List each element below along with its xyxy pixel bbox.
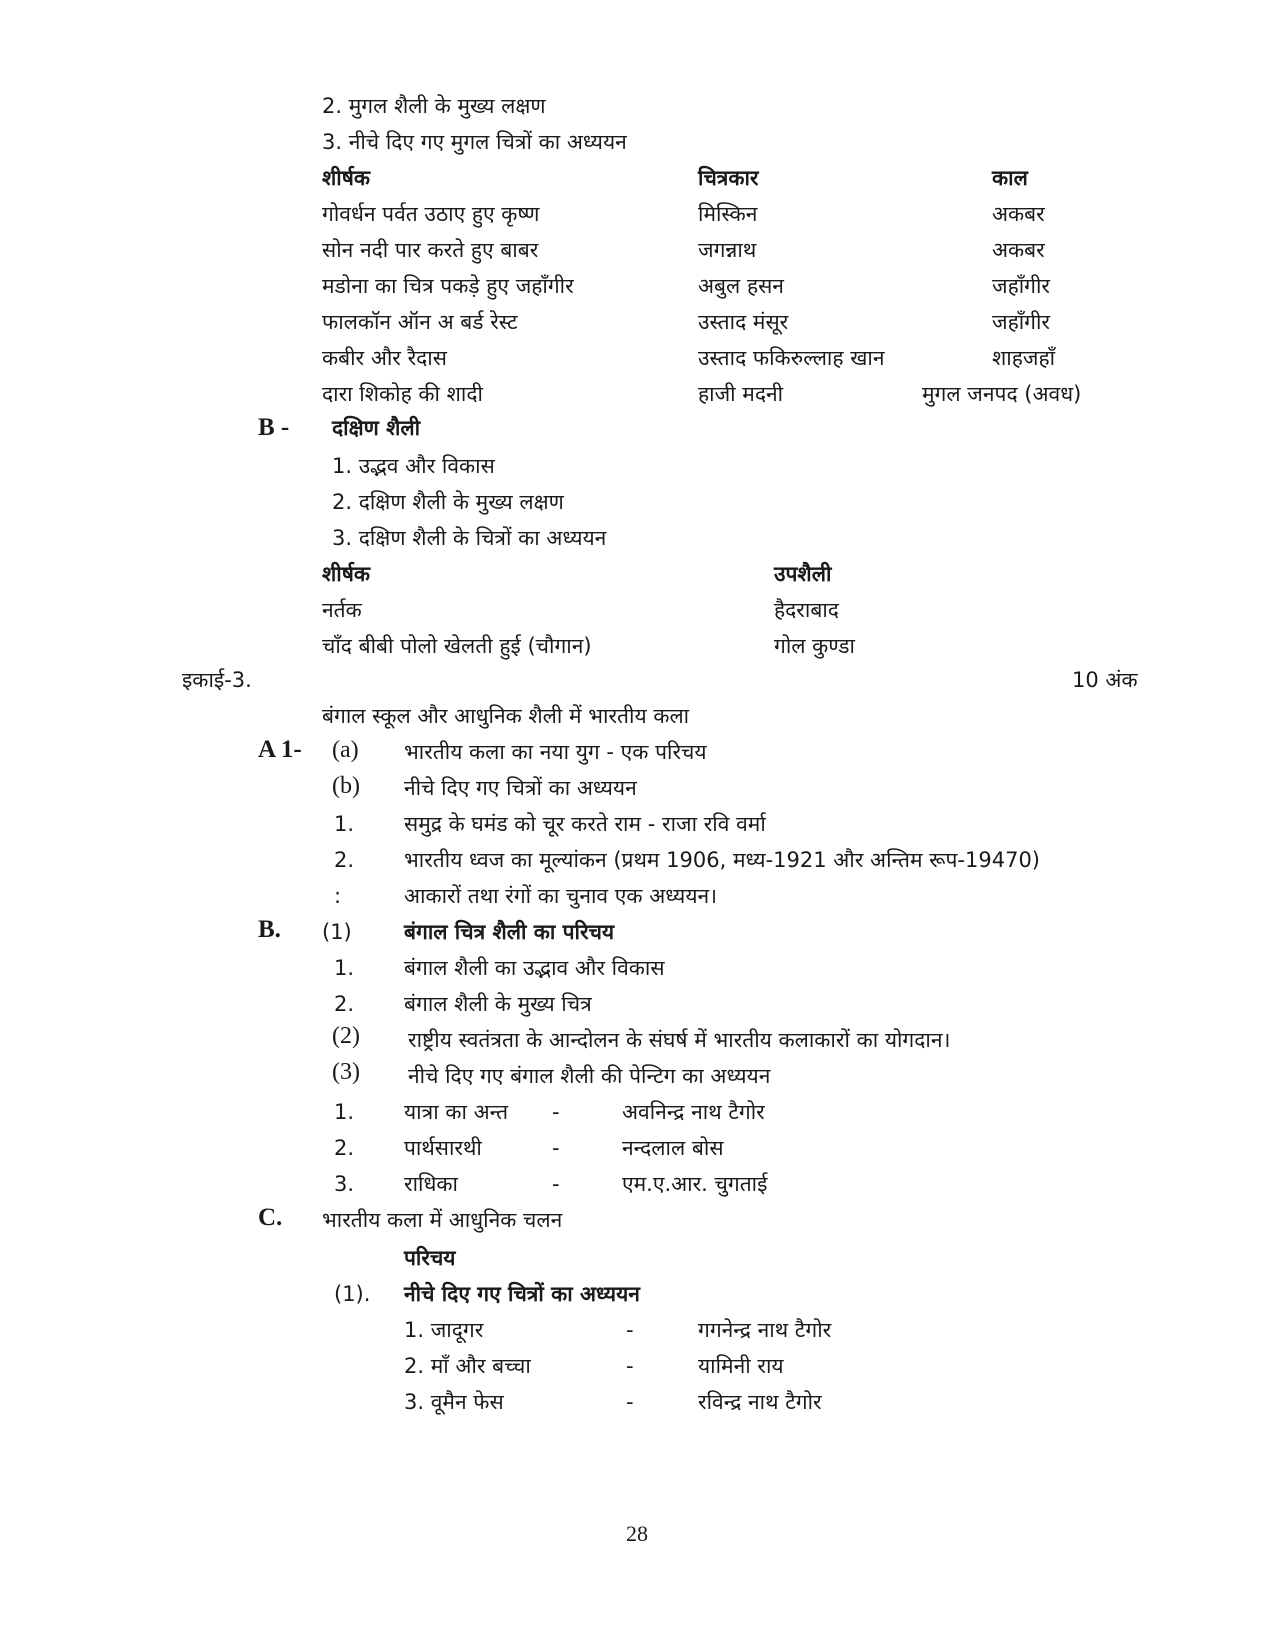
deccan-item: 3. दक्षिण शैली के चित्रों का अध्ययन xyxy=(332,526,607,550)
painting-num: 2. xyxy=(334,1136,355,1160)
mughal-row-artist: उस्ताद फकिरुल्लाह खान xyxy=(698,346,885,370)
painting-title: पार्थसारथी xyxy=(404,1136,482,1160)
page-number: 28 xyxy=(626,1521,648,1546)
mughal-row-artist: मिस्किन xyxy=(698,202,758,226)
b-p1-list-num: 1. xyxy=(334,956,355,980)
c-p1-text: नीचे दिए गए चित्रों का अध्ययन xyxy=(404,1282,640,1306)
deccan-heading: दक्षिण शैली xyxy=(332,416,421,440)
painting-title: 3. वूमैन फेस xyxy=(404,1390,504,1414)
mughal-header-artist: चित्रकार xyxy=(698,166,759,190)
b-p3-text: नीचे दिए गए बंगाल शैली की पेन्टिग का अध्ययन xyxy=(408,1064,771,1088)
painting-dash: - xyxy=(552,1100,560,1124)
b-p2-label: (2) xyxy=(332,1023,360,1049)
deccan-row-substyle: हैदराबाद xyxy=(774,598,839,622)
deccan-row-title: चाँद बीबी पोलो खेलती हुई (चौगान) xyxy=(322,634,592,658)
painting-title: यात्रा का अन्त xyxy=(404,1100,509,1124)
painting-dash: - xyxy=(626,1318,634,1342)
deccan-item: 2. दक्षिण शैली के मुख्य लक्षण xyxy=(332,490,564,514)
a1-b-text: नीचे दिए गए चित्रों का अध्ययन xyxy=(404,776,637,800)
a1-list-num: 2. xyxy=(334,848,355,872)
mughal-row-period: अकबर xyxy=(992,202,1045,226)
section-b-bengal-marker: B. xyxy=(258,916,281,943)
b-p1-list-num: 2. xyxy=(334,992,355,1016)
b-p3-label: (3) xyxy=(332,1059,360,1085)
deccan-row-substyle: गोल कुण्डा xyxy=(774,634,855,658)
mughal-row-period: अकबर xyxy=(992,238,1045,262)
unit-3-intro: बंगाल स्कूल और आधुनिक शैली में भारतीय कला xyxy=(322,704,690,728)
a1-list-num: 1. xyxy=(334,812,355,836)
b-p1-list-text: बंगाल शैली का उद्भाव और विकास xyxy=(404,956,665,980)
mughal-row-artist: अबुल हसन xyxy=(698,274,784,298)
section-c-marker: C. xyxy=(258,1204,283,1231)
b-p2-text: राष्ट्रीय स्वतंत्रता के आन्दोलन के संघर्ष में भारतीय कलाकारों का योगदान। xyxy=(408,1028,951,1052)
mughal-row-period: जहाँगीर xyxy=(992,274,1051,298)
painting-dash: - xyxy=(552,1172,560,1196)
a1-list-num: : xyxy=(334,884,342,908)
section-b-marker: B - xyxy=(258,414,290,441)
painting-artist: यामिनी राय xyxy=(698,1354,784,1378)
painting-dash: - xyxy=(626,1390,634,1414)
deccan-header-title: शीर्षक xyxy=(322,562,370,586)
b-p1-label: (1) xyxy=(322,920,352,944)
a1-list-text: आकारों तथा रंगों का चुनाव एक अध्ययन। xyxy=(404,884,718,908)
painting-title: राधिका xyxy=(404,1172,458,1196)
painting-title: 2. माँ और बच्चा xyxy=(404,1354,531,1378)
unit-3-marks: 10 अंक xyxy=(1072,668,1138,692)
unit-3-label: इकाई-3. xyxy=(182,668,252,692)
mughal-row-period: शाहजहाँ xyxy=(992,346,1056,370)
a1-b-label: (b) xyxy=(332,773,360,799)
mughal-item-2: 2. मुगल शैली के मुख्य लक्षण xyxy=(322,94,546,118)
c-p1-label: (1). xyxy=(334,1282,371,1306)
painting-artist: रविन्द्र नाथ टैगोर xyxy=(698,1390,822,1414)
mughal-header-period: काल xyxy=(992,166,1028,190)
painting-dash: - xyxy=(626,1354,634,1378)
mughal-row-artist: उस्ताद मंसूर xyxy=(698,310,789,334)
mughal-header-title: शीर्षक xyxy=(322,166,370,190)
mughal-row-artist: हाजी मदनी xyxy=(698,382,784,406)
painting-num: 1. xyxy=(334,1100,355,1124)
deccan-row-title: नर्तक xyxy=(322,598,362,622)
mughal-item-3: 3. नीचे दिए गए मुगल चित्रों का अध्ययन xyxy=(322,130,627,154)
mughal-row-title: गोवर्धन पर्वत उठाए हुए कृष्ण xyxy=(322,202,540,226)
mughal-row-title: कबीर और रैदास xyxy=(322,346,447,370)
mughal-row-title: दारा शिकोह की शादी xyxy=(322,382,483,406)
mughal-row-title: मडोना का चित्र पकड़े हुए जहाँगीर xyxy=(322,274,574,298)
a1-list-text: समुद्र के घमंड को चूर करते राम - राजा रवि वर्मा xyxy=(404,812,766,836)
a1-list-text: भारतीय ध्वज का मूल्यांकन (प्रथम 1906, मध्य-1921 और अन्तिम रूप-19470) xyxy=(404,848,1040,872)
mughal-row-title: फालकॉन ऑन अ बर्ड रेस्ट xyxy=(322,310,518,334)
mughal-row-title: सोन नदी पार करते हुए बाबर xyxy=(322,238,539,262)
c-text: भारतीय कला में आधुनिक चलन xyxy=(322,1208,563,1232)
painting-artist: नन्दलाल बोस xyxy=(622,1136,724,1160)
painting-artist: एम.ए.आर. चुगताई xyxy=(622,1172,768,1196)
painting-title: 1. जादूगर xyxy=(404,1318,484,1342)
section-a1-marker: A 1- xyxy=(258,736,302,763)
deccan-item: 1. उद्भव और विकास xyxy=(332,454,495,478)
b-p1-list-text: बंगाल शैली के मुख्य चित्र xyxy=(404,992,592,1016)
c-intro-label: परिचय xyxy=(404,1246,456,1270)
b-p1-text: बंगाल चित्र शैली का परिचय xyxy=(404,920,615,944)
deccan-header-substyle: उपशैली xyxy=(774,562,832,586)
a1-a-label: (a) xyxy=(332,737,359,763)
mughal-row-period: जहाँगीर xyxy=(992,310,1051,334)
mughal-row-period: मुगल जनपद (अवध) xyxy=(922,382,1082,406)
painting-dash: - xyxy=(552,1136,560,1160)
a1-a-text: भारतीय कला का नया युग - एक परिचय xyxy=(404,740,707,764)
painting-artist: गगनेन्द्र नाथ टैगोर xyxy=(698,1318,832,1342)
painting-artist: अवनिन्द्र नाथ टैगोर xyxy=(622,1100,765,1124)
mughal-row-artist: जगन्नाथ xyxy=(698,238,757,262)
painting-num: 3. xyxy=(334,1172,355,1196)
